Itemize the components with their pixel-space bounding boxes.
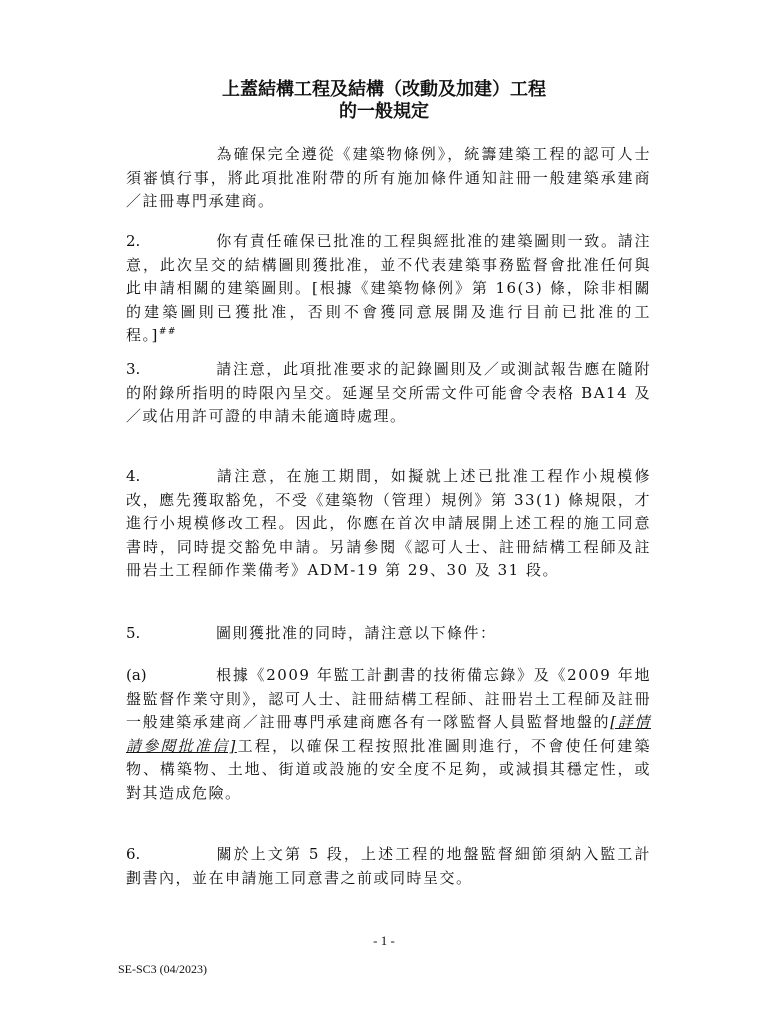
paragraph-5a (126, 664, 651, 805)
paragraph-number: 5. (126, 624, 141, 642)
page-title-line-2: 的一般規定 (339, 101, 429, 122)
paragraph-text: 請注意，此項批准要求的記錄圖則及／或測試報告應在隨附的附錄所指明的時限內呈交。延遲呈交所需文件可能會令表格 BA14 及／或佔用許可證的申請未能適時處理。 (126, 360, 651, 425)
paragraph-number: 6. (126, 845, 141, 863)
paragraph-5 (126, 622, 651, 646)
paragraph-number: 3. (126, 360, 141, 378)
paragraph-2 (126, 230, 651, 348)
paragraph-3 (126, 358, 651, 429)
form-code: SE-SC3 (04/2023) (118, 962, 208, 976)
paragraph-text-after: 工程，以確保工程按照批准圖則進行，不會使任何建築物、構築物、土地、街道或設施的安全度不足夠，或減損其穩定性，或對其造成危險。 (126, 736, 651, 802)
footnote-mark: ## (158, 327, 177, 337)
paragraph-text: 你有責任確保已批准的工程與經批准的建築圖則一致。請注意，此次呈交的結構圖則獲批准，並不代表建築事務監督會批准任何與此申請相關的建築圖則。[根據《建築物條例》第 16(3) 條，除非相關的建築圖則已獲批准，否則不會獲同意展開及進行目前已批准的工程。] (126, 232, 651, 344)
page-title-line-1: 上蓋結構工程及結構（改動及加建）工程 (222, 79, 546, 100)
intro-text: 為確保完全遵從《建築物條例》，統籌建築工程的認可人士須審慎行事，將此項批准附帶的所有施加條件通知註冊一般建築承建商／註冊專門承建商。 (126, 145, 651, 210)
paragraph-text: 關於上文第 5 段，上述工程的地盤監督細節須納入監工計劃書內，並在申請施工同意書之前或同時呈交。 (126, 845, 651, 887)
paragraph-number: 2. (126, 232, 141, 250)
intro-paragraph (126, 143, 651, 214)
paragraph-text: 圖則獲批准的同時，請注意以下條件： (216, 624, 497, 642)
reference-link[interactable]: [詳情請參閱批准信] (126, 713, 651, 755)
paragraph-text-before: 根據《2009 年監工計劃書的技術備忘錄》及《2009 年地盤監督作業守則》，認可人士、註冊結構工程師、註冊岩土工程師及註冊一般建築承建商／註冊專門承建商應各有一隊監督人員監督地盤的 (126, 666, 651, 731)
paragraph-text: 請注意，在施工期間，如擬就上述已批准工程作小規模修改，應先獲取豁免，不受《建築物（管理）規例》第 33(1) 條規限，才進行小規模修改工程。因此，你應在首次申請展開上述工程的施工同意書時，同時提交豁免申請。另請參閱《認可人士、註冊結構工程師及註冊岩土工程師作業備考》ADM-19 第 29、30 及 31 段。 (126, 467, 651, 579)
paragraph-number: (a) (126, 666, 147, 684)
page-number: - 1 - (373, 933, 395, 948)
paragraph-number: 4. (126, 467, 141, 485)
paragraph-6 (126, 843, 651, 890)
paragraph-4 (126, 465, 651, 583)
